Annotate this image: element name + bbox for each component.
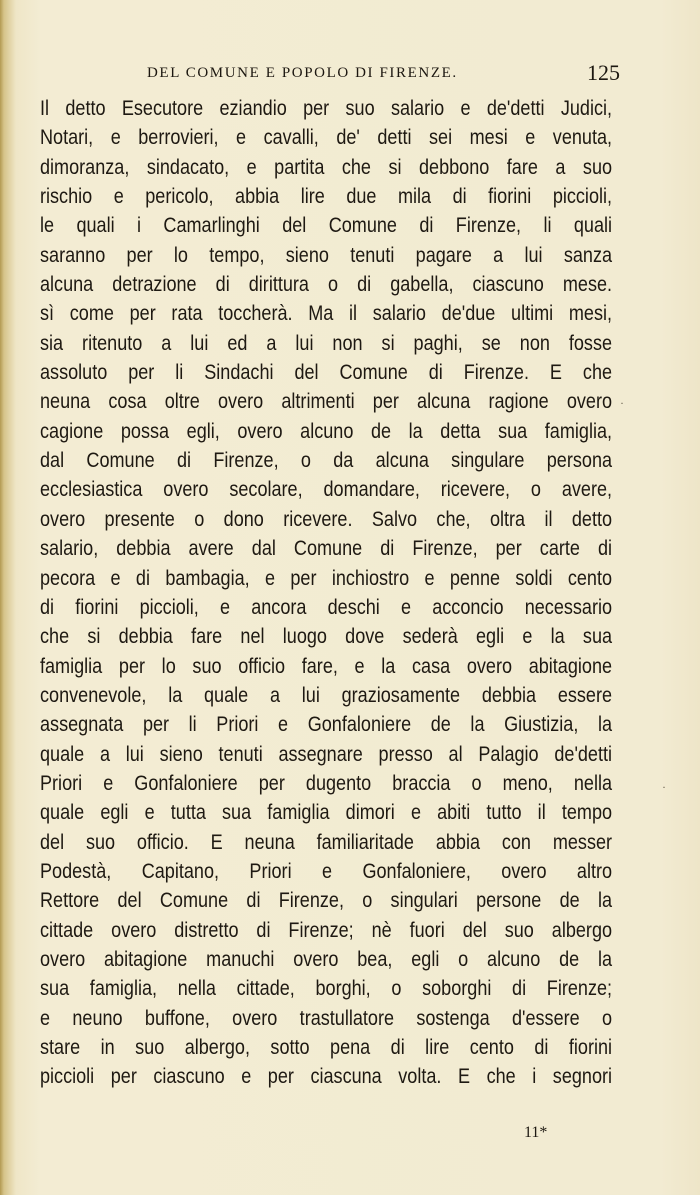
running-title: DEL COMUNE E POPOLO DI FIRENZE. [147, 65, 458, 81]
text-line: dimoranza, sindacato, e partita che si debbono fare a suo [40, 154, 613, 179]
text-line: pecora e di bambagia, e per inchiostro e penne soldi cento [40, 565, 613, 590]
text-line: Podestà, Capitano, Priori e Gonfaloniere, overo altro [40, 858, 613, 883]
text-line: del suo officio. E neuna familiaritade abbia con messer [40, 829, 613, 854]
text-line: saranno per lo tempo, sieno tenuti pagare a lui sanza [40, 242, 613, 267]
text-line: dal Comune di Firenze, o da alcuna singulare persona [40, 448, 613, 473]
text-line: che si debbia fare nel luogo dove sederà egli e la sua [40, 624, 613, 649]
page-number: 125 [587, 60, 620, 85]
text-line: quale egli e tutta sua famiglia dimori e abiti tutto il tempo [40, 800, 613, 825]
text-line: overo abitagione manuchi overo bea, egli o alcuno de la [40, 946, 613, 971]
text-line: Notari, e berrovieri, e cavalli, de' detti sei mesi e venuta, [40, 125, 613, 150]
body-text [40, 94, 612, 1092]
text-line: e neuno buffone, overo trastullatore sostenga d'essere o [40, 1005, 613, 1030]
text-line: sua famiglia, nella cittade, borghi, o soborghi di Firenze; [40, 976, 613, 1001]
text-line: cagione possa egli, overo alcuno de la detta sua famiglia, [40, 418, 613, 443]
text-line: salario, debbia avere dal Comune di Firenze, per carte di [40, 536, 613, 561]
text-line: Il detto Esecutore eziandio per suo salario e de'detti Judici, [40, 96, 613, 120]
text-line: cittade overo distretto di Firenze; nè fuori del suo albergo [40, 917, 613, 942]
text-line: rischio e pericolo, abbia lire due mila di fiorini piccioli, [40, 184, 613, 209]
running-head [40, 62, 620, 86]
text-line: assoluto per li Sindachi del Comune di Firenze. E che [40, 360, 613, 385]
text-line: convenevole, la quale a lui graziosamente debbia essere [40, 682, 613, 707]
text-line: sia ritenuto a lui ed a lui non si paghi, se non fosse [40, 330, 613, 355]
text-line: neuna cosa oltre overo altrimenti per alcuna ragione overo [40, 389, 613, 414]
text-line: overo presente o dono ricevere. Salvo che, oltra il detto [40, 506, 613, 531]
text-line: di fiorini piccioli, e ancora deschi e acconcio necessario [40, 594, 613, 619]
text-line: alcuna detrazione di dirittura o di gabella, ciascuno mese. [40, 272, 613, 297]
text-line: quale a lui sieno tenuti assegnare presso al Palagio de'detti [40, 741, 613, 766]
signature-mark: 11* [524, 1124, 548, 1141]
text-line: le quali i Camarlinghi del Comune di Firenze, li quali [40, 213, 613, 238]
margin-speck: · [662, 780, 666, 794]
text-line: Rettore del Comune di Firenze, o singulari persone de la [40, 888, 613, 913]
text-line: ecclesiastica overo secolare, domandare, ricevere, o avere, [40, 477, 613, 502]
text-line: stare in suo albergo, sotto pena di lire cento di fiorini [40, 1035, 613, 1059]
text-line: famiglia per lo suo officio fare, e la casa overo abitagione [40, 653, 613, 678]
margin-speck: · [620, 396, 624, 410]
text-line: assegnata per li Priori e Gonfaloniere de la Giustizia, la [40, 712, 613, 737]
text-line: sì come per rata toccherà. Ma il salario de'due ultimi mesi, [40, 301, 613, 326]
text-line: Priori e Gonfaloniere per dugento braccia o meno, nella [40, 770, 613, 795]
text-line: piccioli per ciascuno e per ciascuna volta. E che i segnori [40, 1064, 613, 1089]
